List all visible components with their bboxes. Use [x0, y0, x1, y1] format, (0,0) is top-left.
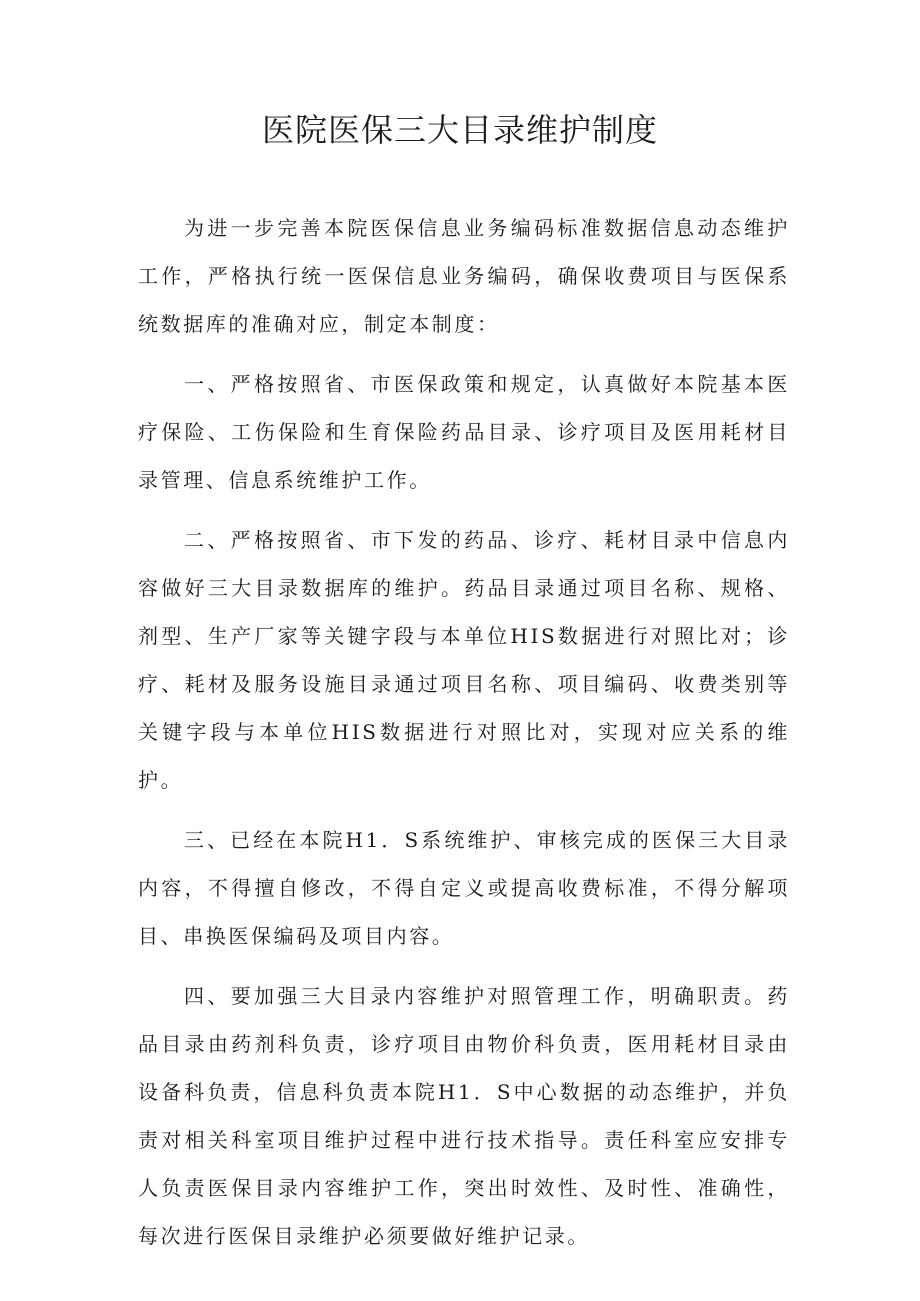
document-body — [138, 204, 790, 1272]
clause-1-paragraph: 一、严格按照省、市医保政策和规定，认真做好本院基本医疗保险、工伤保险和生育保险药品目录、诊疗项目及医用耗材目录管理、信息系统维护工作。 — [138, 372, 790, 492]
document-title: 医院医保三大目录维护制度 — [261, 111, 658, 149]
clause-3-paragraph: 三、已经在本院H1．S系统维护、审核完成的医保三大目录内容，不得擅自修改，不得自定义或提高收费标准，不得分解项目、串换医保编码及项目内容。 — [138, 828, 790, 948]
clause-2-paragraph: 二、严格按照省、市下发的药品、诊疗、耗材目录中信息内容做好三大目录数据库的维护。药品目录通过项目名称、规格、剂型、生产厂家等关键字段与本单位HIS数据进行对照比对；诊疗、耗材及服务设施目录通过项目名称、项目编码、收费类别等关键字段与本单位HIS数据进行对照比对，实现对应关系的维护。 — [138, 528, 790, 792]
intro-paragraph: 为进一步完善本院医保信息业务编码标准数据信息动态维护工作，严格执行统一医保信息业务编码，确保收费项目与医保系统数据库的准确对应，制定本制度： — [138, 216, 790, 336]
clause-4-paragraph: 四、要加强三大目录内容维护对照管理工作，明确职责。药品目录由药剂科负责，诊疗项目由物价科负责，医用耗材目录由设备科负责，信息科负责本院H1．S中心数据的动态维护，并负责对相关科室项目维护过程中进行技术指导。责任科室应安排专人负责医保目录内容维护工作，突出时效性、及时性、准确性，每次进行医保目录维护必须要做好维护记录。 — [138, 984, 790, 1248]
